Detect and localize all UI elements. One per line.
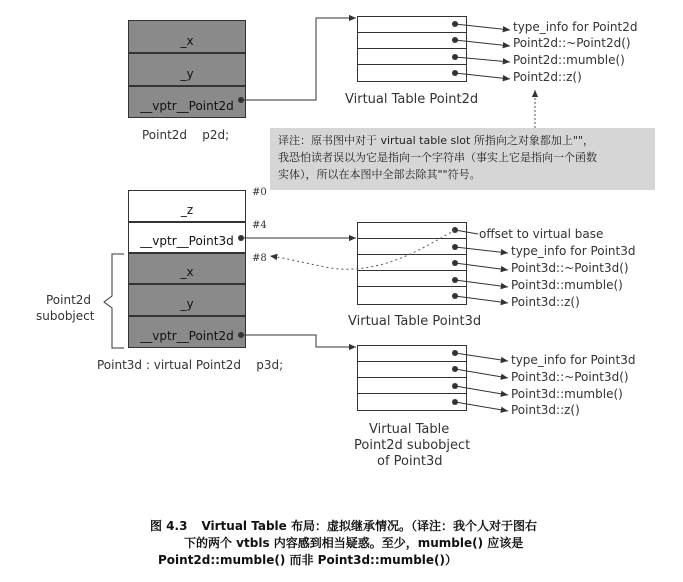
figure-caption-text: Virtual Table 布局：虚拟继承情况。（译注：我个人对于图右 <box>201 519 537 533</box>
vtable-point2d-sub-slot <box>358 378 466 394</box>
p3d-caption: Point3d : virtual Point2d p3d; <box>97 358 284 372</box>
p3d-slot-z <box>128 190 246 222</box>
p3d-slot-vptr-point3d-label: __vptr__Point3d <box>140 234 234 248</box>
p3d-slot-vptr-point3d <box>128 222 246 253</box>
subobject-brace <box>104 254 124 348</box>
translator-note-line: 译注：原书图中对于 virtual table slot 所指向之对象都加上""， <box>278 134 594 147</box>
p2d-slot-y-label: _y <box>180 67 194 81</box>
figure-caption-line: Point2d::mumble() 而非 Point3d::mumble()） <box>158 553 458 567</box>
vtable-point3d-slot <box>358 271 466 287</box>
p2d-slot-y <box>128 53 246 86</box>
vtable-point3d-slot <box>358 287 466 303</box>
vtable-point2d-sub-slot <box>358 394 466 410</box>
p2d-caption: Point2d p2d; <box>142 128 230 142</box>
p2d-slot-x <box>128 20 246 53</box>
vtable-point2d-sub-title: Point2d subobject <box>354 438 471 453</box>
p3d-slot-y-label: _y <box>180 297 194 311</box>
vtable-point3d-entry: Point3d::z() <box>511 295 580 309</box>
p3d-slot-x <box>128 253 246 284</box>
vtable-point3d-entry: type_info for Point3d <box>511 244 636 258</box>
pointer-line <box>241 335 356 347</box>
pointer-line <box>241 18 356 100</box>
vtable-point2d-sub-title: Virtual Table <box>369 422 450 437</box>
figure-number: 图 4.3 <box>150 519 188 533</box>
vtable-point3d-slot <box>358 239 466 255</box>
translator-note <box>270 128 655 190</box>
figure-caption-line: 下的两个 vtbls 内容感到相当疑惑。至少，mumble() 应该是 <box>184 536 524 550</box>
vtable-point2d-slot <box>358 33 466 49</box>
p3d-slot-y <box>128 284 246 316</box>
vtable-point3d-entry: Point3d::mumble() <box>511 278 623 292</box>
vtable-point2d-sub-slot <box>358 362 466 378</box>
vtable-point3d-title: Virtual Table Point3d <box>348 314 482 329</box>
offset-label: #4 <box>252 220 267 231</box>
p2d-slot-x-label: _x <box>180 34 194 48</box>
vtable-point2d-sub-entry: Point3d::mumble() <box>511 387 623 401</box>
offset-label: #8 <box>252 253 267 264</box>
vtable-point2d-slot <box>358 65 466 81</box>
vtable-point2d-sub-box <box>357 345 467 411</box>
vtable-point2d-sub-entry: type_info for Point3d <box>511 353 636 367</box>
vtable-point2d-entry: type_info for Point2d <box>513 20 638 34</box>
vtable-point2d-sub-entry: Point3d::~Point3d() <box>511 370 629 384</box>
p3d-slot-x-label: _x <box>180 265 194 279</box>
p3d-slot-z-label: _z <box>180 203 194 217</box>
vtable-point2d-entry: Point2d::z() <box>513 70 582 84</box>
vtable-point3d-entry: Point3d::~Point3d() <box>511 261 629 275</box>
offset-label: #0 <box>252 187 267 198</box>
vtable-point2d-entry: Point2d::mumble() <box>513 53 625 67</box>
vtable-point2d-entry: Point2d::~Point2d() <box>513 36 631 50</box>
p2d-slot-vptr-label: __vptr__Point2d <box>140 99 234 113</box>
vtable-point3d-slot <box>358 255 466 271</box>
vtable-point3d-offset-label: offset to virtual base <box>479 227 604 241</box>
vtable-point3d-box <box>357 222 467 305</box>
vtable-point2d-title: Virtual Table Point2d <box>345 92 479 107</box>
p2d-slot-vptr <box>128 86 246 118</box>
vtable-point2d-slot <box>358 17 466 33</box>
vtable-point2d-sub-title: of Point3d <box>377 454 443 469</box>
subobject-label: subobject <box>36 309 95 323</box>
vtable-point2d-box <box>357 16 467 82</box>
translator-note-line: 实体），所以在本图中全部去除其""符号。 <box>278 168 481 181</box>
p3d-slot-vptr-point2d <box>128 316 246 348</box>
figure-caption <box>150 518 650 569</box>
vtable-point2d-sub-slot <box>358 346 466 362</box>
vtable-point3d-slot <box>358 223 466 239</box>
vtable-point2d-sub-entry: Point3d::z() <box>511 403 580 417</box>
p3d-slot-vptr-point2d-label: __vptr__Point2d <box>140 329 234 343</box>
figure-caption-line <box>150 518 650 535</box>
subobject-label: Point2d <box>46 293 92 307</box>
vtable-point2d-slot <box>358 49 466 65</box>
translator-note-line: 我恐怕读者误以为它是指向一个字符串（事实上它是指向一个函数 <box>278 151 597 164</box>
